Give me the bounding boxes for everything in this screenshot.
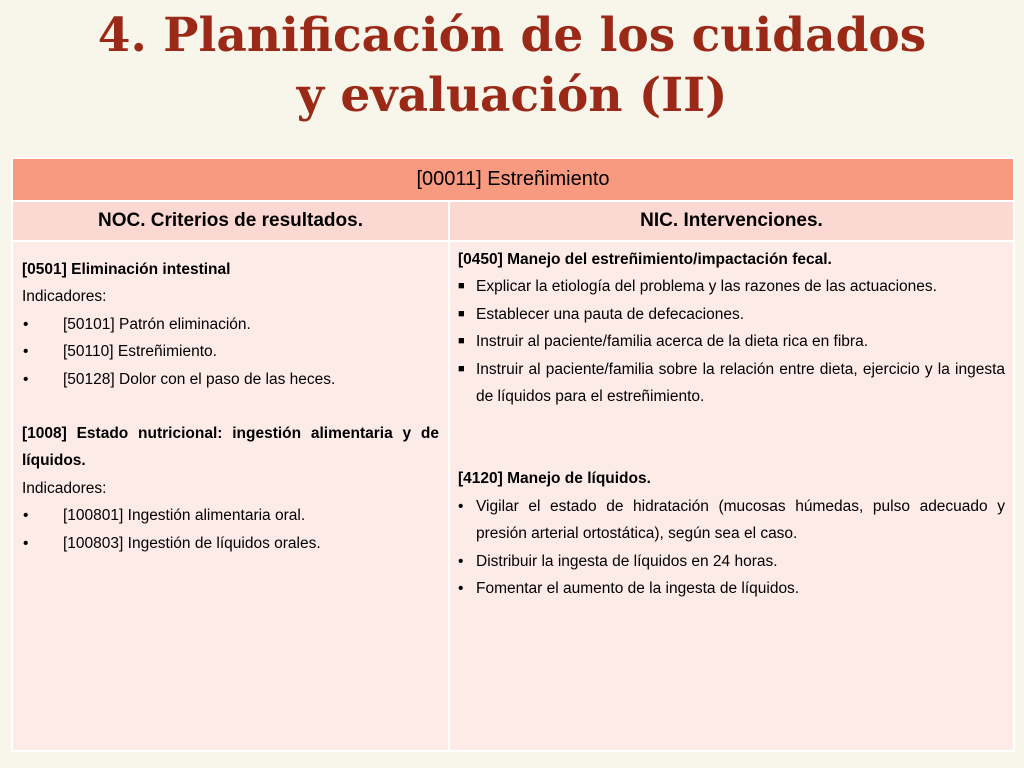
bullet-icon: • (23, 370, 29, 388)
bullet-icon: • (23, 507, 29, 525)
noc-group-1-indicators-label: Indicadores: (22, 288, 107, 306)
nic-column-header: NIC. Intervenciones. (449, 201, 1014, 241)
care-plan-table (11, 157, 1015, 752)
list-item: • [50101] Patrón eliminación. (22, 311, 439, 338)
diagnosis-header: [00011] Estreñimiento (12, 158, 1014, 201)
list-item: • [50128] Dolor con el paso de las heces. (22, 366, 439, 393)
square-bullet-icon: ■ (458, 307, 465, 320)
slide-title-line-1: 4. Planificación de los cuidados (97, 8, 927, 63)
bullet-icon: • (458, 580, 464, 598)
nic-group-2-title: [4120] Manejo de líquidos. (458, 470, 651, 488)
noc-group-2-title: [1008] Estado nutricional: ingestión alimentaria y de líquidos. (22, 425, 439, 470)
slide-title-line-2: y evaluación (II) (296, 68, 728, 123)
nic-group-1-title: [0450] Manejo del estreñimiento/impactación fecal. (458, 251, 832, 268)
bullet-icon: • (458, 552, 464, 570)
list-item: ■ Explicar la etiología del problema y las razones de las actuaciones. (458, 273, 1005, 300)
noc-group-1-title: [0501] Eliminación intestinal (22, 261, 231, 278)
noc-column-header: NOC. Criterios de resultados. (12, 201, 449, 241)
bullet-icon: • (23, 343, 29, 361)
list-item: ■ Instruir al paciente/familia acerca de la dieta rica en fibra. (458, 328, 1005, 355)
list-item: ■ Establecer una pauta de defecaciones. (458, 301, 1005, 328)
list-item: • Fomentar el aumento de la ingesta de líquidos. (458, 575, 1005, 602)
list-item: • [100803] Ingestión de líquidos orales. (22, 530, 439, 557)
list-item: ■ Instruir al paciente/familia sobre la relación entre dieta, ejercicio y la ingesta de líquidos para el estreñimiento. (458, 356, 1005, 411)
bullet-icon: • (458, 497, 464, 515)
list-item: • Vigilar el estado de hidratación (mucosas húmedas, pulso adecuado y presión arterial ortostática), según sea el caso. (458, 493, 1005, 548)
noc-group-2-indicators-label: Indicadores: (22, 479, 107, 497)
square-bullet-icon: ■ (458, 335, 465, 348)
slide-title (0, 6, 1024, 126)
nic-cell (449, 241, 1014, 751)
square-bullet-icon: ■ (458, 280, 465, 293)
noc-cell (12, 241, 449, 751)
bullet-icon: • (23, 534, 29, 552)
list-item: • Distribuir la ingesta de líquidos en 24 horas. (458, 548, 1005, 575)
list-item: • [100801] Ingestión alimentaria oral. (22, 502, 439, 529)
square-bullet-icon: ■ (458, 362, 465, 375)
bullet-icon: • (23, 315, 29, 333)
list-item: • [50110] Estreñimiento. (22, 338, 439, 365)
